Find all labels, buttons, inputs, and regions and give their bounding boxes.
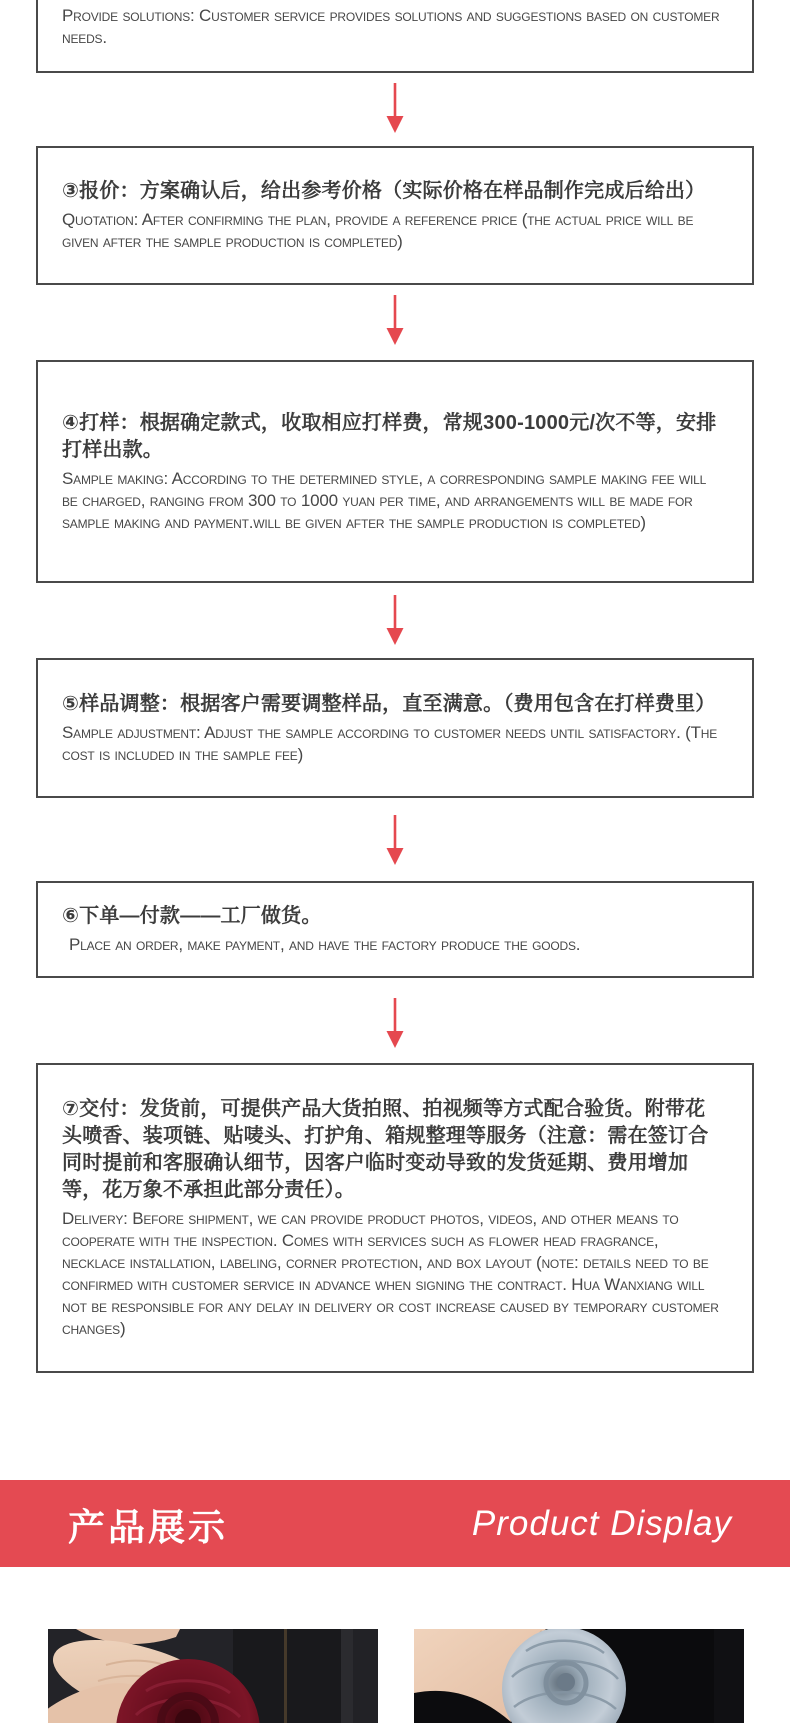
down-arrow-icon xyxy=(383,83,407,133)
blue-rose-photo-art xyxy=(414,1629,744,1723)
down-arrow-icon xyxy=(383,295,407,345)
down-arrow-icon xyxy=(383,595,407,645)
step-delivery-text-en: Delivery: Before shipment, we can provide product photos, videos, and other means to cooperate with the inspection. Comes with services such as flower head fragrance, necklace installation, labeling, corner protection, and box layout (note: details need to be confirmed with customer service in advance when signing the contract. Hua Wanxiang will not be responsible for any delay in delivery or cost increase caused by temporary customer changes) xyxy=(62,1209,719,1338)
step-delivery-box xyxy=(36,1063,754,1373)
down-arrow-icon xyxy=(383,815,407,865)
step-sample-making-box xyxy=(36,360,754,583)
section-title-zh: 产品展示 xyxy=(68,1506,228,1548)
step-sample-adjustment-text-en: Sample adjustment: Adjust the sample according to customer needs until satisfactory. (The cost is included in the sample fee) xyxy=(62,722,718,764)
product-photo-gallery xyxy=(48,1629,790,1723)
down-arrow-icon xyxy=(383,998,407,1048)
step-delivery-text-zh: ⑦交付：发货前，可提供产品大货拍照、拍视频等方式配合验货。附带花头喷香、装项链、贴唛头、打护角、箱规整理等服务（注意：需在签订合同时提前和客服确认细节，因客户临时变动导致的发货延期、费用增加等，花万象不承担此部分责任）。 xyxy=(62,1098,709,1201)
step-quotation-text-en: Quotation: After confirming the plan, provide a reference price (the actual price will be given after the sample production is completed) xyxy=(62,210,694,251)
step-order-payment-text-zh: ⑥下单—付款——工厂做货。 xyxy=(62,905,322,927)
product-photo-red-rose xyxy=(48,1629,378,1723)
step-quotation-text-zh: ③报价：方案确认后，给出参考价格（实际价格在样品制作完成后给出） xyxy=(62,180,706,202)
step-sample-adjustment-text-zh: ⑤样品调整：根据客户需要调整样品，直至满意。（费用包含在打样费里） xyxy=(62,692,716,715)
red-rose-photo-art xyxy=(48,1629,378,1723)
product-display-banner xyxy=(0,1480,790,1567)
step-quotation-box xyxy=(36,146,754,285)
process-flowchart xyxy=(36,0,754,1373)
step-order-payment-box xyxy=(36,881,754,978)
step-provide-solutions-text-en: Provide solutions: Customer service provides solutions and suggestions based on customer needs. xyxy=(62,6,720,47)
step-provide-solutions-box xyxy=(36,0,754,73)
step-sample-adjustment-box xyxy=(36,658,754,798)
step-sample-making-text-zh: ④打样：根据确定款式，收取相应打样费，常规300-1000元/次不等，安排打样出款。 xyxy=(62,411,717,461)
step-sample-making-text-en: Sample making: According to the determined style, a corresponding sample making fee will be charged, ranging from 300 to 1000 yuan per time, and arrangements will be made for sample making and payment.will be given after the sample production is completed) xyxy=(62,468,707,532)
step-order-payment-text-en: Place an order, make payment, and have the factory produce the goods. xyxy=(69,935,581,954)
section-title-en: Product Display xyxy=(471,1503,732,1543)
product-photo-blue-rose xyxy=(414,1629,744,1723)
